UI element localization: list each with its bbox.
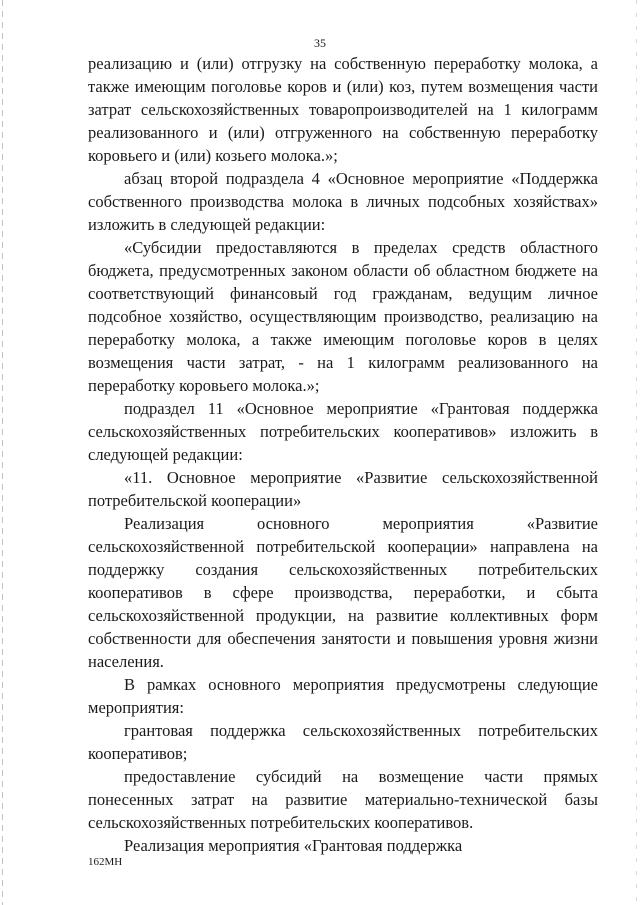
list-item: предоставление субсидий на возмещение части прямых понесенных затрат на развитие материально-технической базы сельскохозяйственных потребительских кооперативов. <box>88 767 598 832</box>
page-number: 35 <box>314 36 326 50</box>
paragraph: Реализация основного мероприятия «Развитие сельскохозяйственной потребительской кооперации» направлена на поддержку создания сельскохозяйственных потребительских кооперативов в сфере производства, переработки, и сбыта сельскохозяйственной продукции, на развитие коллективных форм собственности для обеспечения занятости и повышения уровня жизни населения. <box>88 514 598 671</box>
section-heading: «11. Основное мероприятие «Развитие сельскохозяйственной потребительской кооперации» <box>88 468 598 510</box>
paragraph: «Субсидии предоставляются в пределах средств областного бюджета, предусмотренных законом области об областном бюджете на соответствующий финансовый год гражданам, ведущим личное подсобное хозяйство, осуществляющим производство, реализацию на переработку молока, а также имеющим поголовье коров в целях возмещения части затрат, - на 1 килограмм реализованного на переработку коровьего молока.»; <box>88 238 598 395</box>
document-body <box>88 52 598 857</box>
paragraph: абзац второй подраздела 4 «Основное мероприятие «Поддержка собственного производства молока в личных подсобных хозяйствах» изложить в следующей редакции: <box>88 169 598 234</box>
list-item: грантовая поддержка сельскохозяйственных потребительских кооперативов; <box>88 721 598 763</box>
paragraph: Реализация мероприятия «Грантовая поддержка <box>124 836 463 855</box>
scan-edge-left <box>2 0 3 905</box>
footer-code: 162МН <box>88 856 123 868</box>
paragraph: В рамках основного мероприятия предусмотрены следующие мероприятия: <box>88 675 598 717</box>
scan-edge-right <box>636 0 637 905</box>
paragraph: подраздел 11 «Основное мероприятие «Грантовая поддержка сельскохозяйственных потребительских кооперативов» изложить в следующей редакции: <box>88 399 598 464</box>
paragraph: реализацию и (или) отгрузку на собственную переработку молока, а также имеющим поголовье коров и (или) коз, путем возмещения части затрат сельскохозяйственных товаропроизводителей на 1 килограмм реализованного и (или) отгруженного на собственную переработку коровьего и (или) козьего молока.»; <box>88 54 598 165</box>
